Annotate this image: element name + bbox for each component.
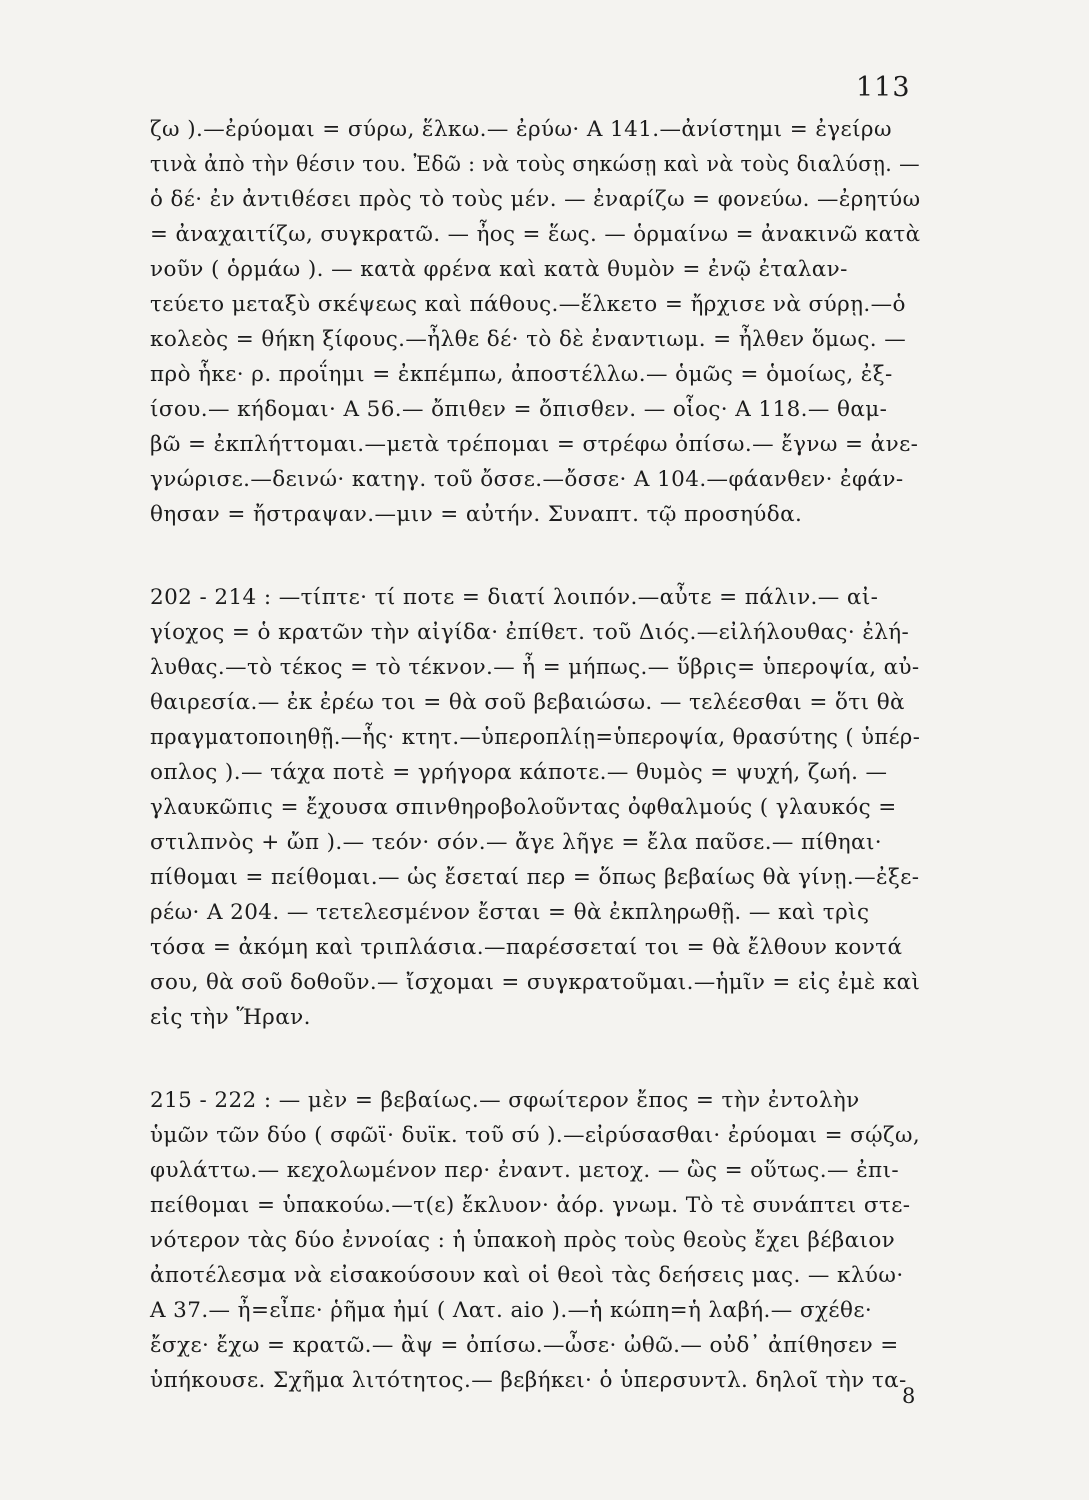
text-line: φυλάττω.— κεχολωμένον περ· ἐναντ. μετοχ. — ὣς = οὕτως.— ἐπι- xyxy=(150,1158,900,1183)
page-number: 113 xyxy=(856,72,911,103)
text-line: ίσου.— κήδομαι· Α 56.— ὄπιθεν = ὄπισθεν. — οἷος· Α 118.— θαμ- xyxy=(150,397,888,422)
text-line: στιλπνὸς + ὤπ ).— τεόν· σόν.— ἄγε λῆγε = ἔλα παῦσε.— πίθηαι· xyxy=(150,830,883,855)
text-line: Α 37.— ἦ=εἶπε· ῥῆμα ἠμί ( Λατ. aio ).—ἡ κώπη=ἡ λαβή.— σχέθε· xyxy=(150,1298,873,1323)
text-line: πραγματοποιηθῇ.—ἧς· κτητ.—ὑπεροπλίῃ=ὑπεροψία, θρασύτης ( ὑπέρ- xyxy=(150,725,921,750)
text-line: ὁ δέ· ἐν ἀντιθέσει πρὸς τὸ τοὺς μέν. — ἐναρίζω = φονεύω. —ἐρητύω xyxy=(150,187,921,212)
text-line: θαιρεσία.— ἐκ ἐρέω τοι = θὰ σοῦ βεβαιώσω. — τελέεσθαι = ὅτι θὰ xyxy=(150,690,905,715)
text-line: νότερον τὰς δύο ἐννοίας : ἡ ὑπακοὴ πρὸς τοὺς θεοὺς ἔχει βέβαιον xyxy=(150,1228,896,1253)
text-line: πίθομαι = πείθομαι.— ὡς ἔσεταί περ = ὅπως βεβαίως θὰ γίνῃ.—ἐξε- xyxy=(150,865,920,890)
text-line: πείθομαι = ὑπακούω.—τ(ε) ἔκλυον· ἀόρ. γνωμ. Τὸ τὲ συνάπτει στε- xyxy=(150,1193,911,1218)
paragraph-3 xyxy=(150,1083,920,1398)
signature-mark: 8 xyxy=(902,1384,916,1408)
text-line: ὑπήκουσε. Σχῆμα λιτότητος.— βεβήκει· ὁ ὑπερσυντλ. δηλοῖ τὴν τα- xyxy=(150,1368,907,1393)
text-line: ρέω· Α 204. — τετελεσμένον ἔσται = θὰ ἐκπληρωθῇ. — καὶ τρὶς xyxy=(150,900,870,925)
text-line: πρὸ ἧκε· ρ. προΐημι = ἐκπέμπω, ἀποστέλλω.— ὁμῶς = ὁμοίως, ἐξ- xyxy=(150,362,893,387)
commentary-text xyxy=(150,112,920,1398)
text-line: οπλος ).— τάχα ποτὲ = γρήγορα κάποτε.— θυμὸς = ψυχή, ζωή. — xyxy=(150,760,888,785)
text-line: τόσα = ἀκόμη καὶ τριπλάσια.—παρέσσεταί τοι = θὰ ἔλθουν κοντά xyxy=(150,935,903,960)
text-line: λυθας.—τὸ τέκος = τὸ τέκνον.— ἦ = μήπως.— ὕβρις= ὑπεροψία, αὐ- xyxy=(150,655,920,680)
text-line: βῶ = ἐκπλήττομαι.—μετὰ τρέπομαι = στρέφω ὀπίσω.— ἔγνω = ἀνε- xyxy=(150,432,919,457)
text-line: ὑμῶν τῶν δύο ( σφῶϊ· δυϊκ. τοῦ σύ ).—εἰρύσασθαι· ἐρύομαι = σῴζω, xyxy=(150,1123,921,1148)
text-line: 202 - 214 : —τίπτε· τί ποτε = διατί λοιπόν.—αὖτε = πάλιν.— αἰ- xyxy=(150,585,879,610)
text-line: ἔσχε· ἔχω = κρατῶ.— ἂψ = ὀπίσω.—ὦσε· ὠθῶ.— οὐδ᾽ ἀπίθησεν = xyxy=(150,1333,899,1358)
text-line: γλαυκῶπις = ἔχουσα σπινθηροβολοῦντας ὀφθαλμούς ( γλαυκός = xyxy=(150,795,897,820)
paragraph-2 xyxy=(150,580,920,1035)
text-line: γίοχος = ὁ κρατῶν τὴν αἰγίδα· ἐπίθετ. τοῦ Διός.—εἰλήλουθας· ἐλή- xyxy=(150,620,910,645)
text-line: νοῦν ( ὁρμάω ). — κατὰ φρένα καὶ κατὰ θυμὸν = ἐνῷ ἐταλαν- xyxy=(150,257,848,282)
text-line: θησαν = ἤστραψαν.—μιν = αὐτήν. Συναπτ. τῷ προσηύδα. xyxy=(150,502,803,527)
text-line: γνώρισε.—δεινώ· κατηγ. τοῦ ὄσσε.—ὄσσε· Α 104.—φάανθεν· ἐφάν- xyxy=(150,467,904,492)
text-line: τεύετο μεταξὺ σκέψεως καὶ πάθους.—ἕλκετο = ἤρχισε νὰ σύρῃ.—ὁ xyxy=(150,292,906,317)
text-line: 215 - 222 : — μὲν = βεβαίως.— σφωίτερον ἔπος = τὴν ἐντολὴν xyxy=(150,1088,860,1113)
paragraph-1 xyxy=(150,112,920,532)
text-line: εἰς τὴν Ἥραν. xyxy=(150,1005,311,1030)
text-line: ἀποτέλεσμα νὰ εἰσακούσουν καὶ οἱ θεοὶ τὰς δεήσεις μας. — κλύω· xyxy=(150,1263,904,1288)
text-line: τινὰ ἀπὸ τὴν θέσιν του. Ἐδῶ : νὰ τοὺς σηκώσῃ καὶ νὰ τοὺς διαλύσῃ. — xyxy=(150,152,920,177)
text-line: = ἀναχαιτίζω, συγκρατῶ. — ἦος = ἕως. — ὁρμαίνω = ἀνακινῶ κατὰ xyxy=(150,222,921,247)
text-line: κολεὸς = θήκη ξίφους.—ἦλθε δέ· τὸ δὲ ἐναντιωμ. = ἦλθεν ὅμως. — xyxy=(150,327,907,352)
text-line: ζω ).—ἐρύομαι = σύρω, ἕλκω.— ἐρύω· Α 141.—ἀνίστημι = ἐγείρω xyxy=(150,117,892,142)
text-line: σου, θὰ σοῦ δοθοῦν.— ἴσχομαι = συγκρατοῦμαι.—ἡμῖν = εἰς ἐμὲ καὶ xyxy=(150,970,921,995)
